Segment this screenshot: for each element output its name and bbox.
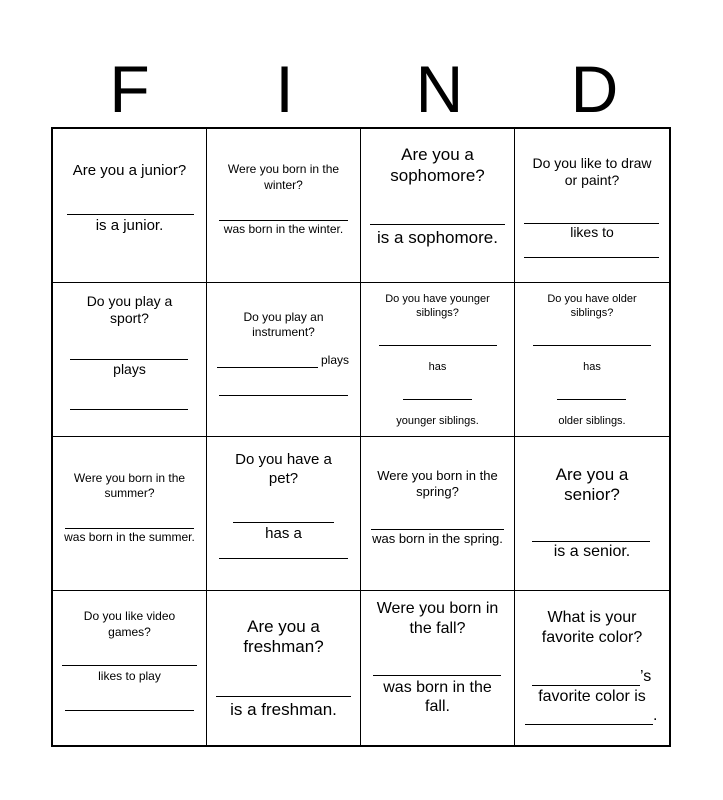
cell-question: Do you play an [243, 310, 324, 324]
cell-question: Were you born in the [377, 468, 498, 483]
cell-answer: fall. [425, 698, 450, 715]
cell-question: winter? [264, 178, 303, 192]
answer-blank [219, 558, 348, 559]
cell-question: games? [108, 625, 151, 639]
answer-blank [557, 399, 626, 400]
cell-question: Do you have older [547, 293, 637, 305]
cell-question: Were you born in the [227, 162, 340, 176]
cell-answer: younger siblings. [396, 415, 479, 427]
cell-answer: has [583, 361, 601, 373]
cell-answer: likes to [570, 224, 614, 240]
cell-answer: is a sophomore. [377, 228, 498, 247]
name-blank [219, 220, 348, 221]
bingo-cell-spring[interactable] [361, 437, 515, 591]
name-blank [62, 665, 197, 666]
cell-question: sport? [110, 310, 149, 326]
cell-question: siblings? [416, 307, 459, 319]
cell-answer: . [653, 707, 658, 724]
bingo-cell-younger-siblings[interactable] [361, 283, 515, 437]
cell-question: Are you a [401, 145, 474, 164]
name-blank [67, 214, 194, 215]
bingo-cell-fall[interactable] [361, 591, 515, 745]
cell-answer: favorite color is [538, 688, 646, 705]
bingo-title [52, 50, 672, 128]
cell-answer: is a junior. [95, 217, 164, 234]
cell-answer: was born in the spring. [372, 531, 503, 546]
cell-question: Are you a junior? [72, 162, 187, 179]
cell-answer: is a senior. [553, 543, 631, 560]
bingo-cell-favorite-color[interactable] [515, 591, 669, 745]
cell-question: Do you like video [83, 609, 176, 623]
cell-question: Were you born in the [73, 471, 186, 485]
title-letter-f: F [109, 52, 150, 126]
cell-answer: was born in the [383, 679, 492, 696]
bingo-cell-instrument[interactable] [207, 283, 361, 437]
cell-answer: was born in the winter. [223, 222, 344, 236]
cell-answer: likes to play [98, 669, 161, 683]
name-blank [532, 541, 650, 542]
cell-answer: was born in the summer. [64, 530, 195, 544]
name-blank [371, 529, 504, 530]
cell-answer: plays [321, 353, 350, 367]
title-letter-i: I [275, 52, 294, 126]
cell-question: favorite color? [541, 629, 643, 646]
bingo-cell-pet[interactable] [207, 437, 361, 591]
cell-answer: has a [265, 525, 302, 542]
name-blank [233, 522, 334, 523]
cell-question: or paint? [564, 172, 620, 188]
bingo-cell-senior[interactable] [515, 437, 669, 591]
cell-question: summer? [104, 486, 155, 500]
cell-question: sophomore? [390, 166, 485, 185]
name-blank [533, 345, 651, 346]
cell-question: siblings? [570, 307, 614, 319]
name-blank [65, 528, 194, 529]
cell-question: Are you a [247, 617, 320, 636]
name-blank [217, 367, 318, 368]
cell-answer: has [428, 361, 447, 373]
name-blank [216, 696, 351, 697]
cell-question: Do you play a [86, 293, 173, 309]
cell-question: Are you a [555, 465, 629, 484]
cell-answer: is a freshman. [230, 700, 337, 719]
name-blank [379, 345, 497, 346]
bingo-cell-video-games[interactable] [53, 591, 207, 745]
cell-question: spring? [416, 484, 459, 499]
cell-question: Were you born in [376, 600, 499, 617]
cell-question: freshman? [243, 637, 324, 656]
name-blank [532, 685, 640, 686]
bingo-cell-freshman[interactable] [207, 591, 361, 745]
cell-question: Do you have a [235, 451, 332, 468]
cell-question: the fall? [409, 620, 466, 637]
bingo-cell-older-siblings[interactable] [515, 283, 669, 437]
bingo-cell-junior[interactable] [53, 129, 207, 283]
answer-blank [65, 710, 194, 711]
name-blank [373, 675, 501, 676]
cell-answer: plays [113, 361, 146, 377]
cell-question: senior? [564, 485, 620, 504]
cell-question: pet? [268, 470, 299, 487]
cell-question: instrument? [252, 325, 315, 339]
bingo-cell-summer[interactable] [53, 437, 207, 591]
cell-question: What is your [547, 609, 637, 626]
bingo-cell-draw[interactable] [515, 129, 669, 283]
bingo-grid [51, 127, 671, 747]
title-letter-n: N [415, 52, 464, 126]
name-blank [370, 224, 505, 225]
answer-blank [403, 399, 472, 400]
bingo-cell-sport[interactable] [53, 283, 207, 437]
bingo-cell-winter[interactable] [207, 129, 361, 283]
cell-question: Do you have younger [385, 293, 490, 305]
answer-blank [525, 724, 653, 725]
answer-blank [219, 395, 348, 396]
title-letter-d: D [570, 52, 619, 126]
bingo-cell-sophomore[interactable] [361, 129, 515, 283]
cell-answer: ’s [640, 668, 652, 685]
answer-blank [70, 409, 188, 410]
answer-blank [524, 257, 659, 258]
cell-answer: older siblings. [558, 415, 626, 427]
name-blank [70, 359, 188, 360]
cell-question: Do you like to draw [532, 155, 652, 171]
